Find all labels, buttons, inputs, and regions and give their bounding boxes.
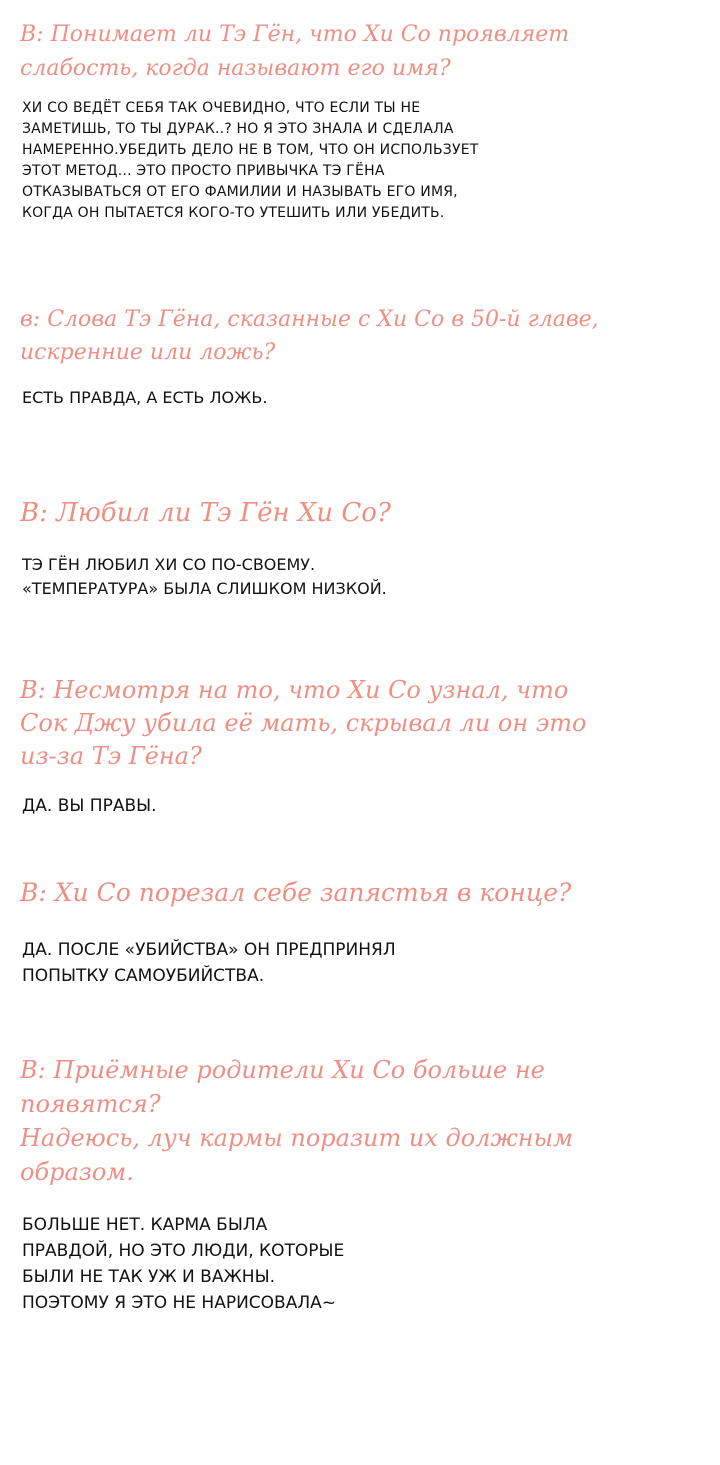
answer-text (22, 1212, 712, 1316)
question-line: искренние или ложь? (20, 340, 276, 365)
answer-line: ПОПЫТКУ САМОУБИЙСТВА. (22, 966, 265, 986)
question-line: Сок Джу убила её мать, скрывал ли он это (20, 709, 587, 737)
question-line: появятся? (20, 1090, 161, 1118)
answer-line: ДА. ВЫ ПРАВЫ. (22, 796, 157, 816)
answer-text (22, 553, 712, 601)
answer-line: КОГДА ОН ПЫТАЕТСЯ КОГО-ТО УТЕШИТЬ ИЛИ УБЕДИТЬ. (22, 205, 445, 221)
answer-line: ЗАМЕТИШЬ, ТО ТЫ ДУРАК..? НО Я ЭТО ЗНАЛА И СДЕЛАЛА (22, 121, 454, 137)
question-text (20, 674, 710, 773)
question-line: из-за Тэ Гёна? (20, 742, 202, 770)
answer-line: ПРАВДОЙ, НО ЭТО ЛЮДИ, КОТОРЫЕ (22, 1241, 345, 1261)
question-text (20, 1053, 710, 1189)
answer-text (22, 794, 712, 818)
answer-line: ОТКАЗЫВАТЬСЯ ОТ ЕГО ФАМИЛИИ И НАЗЫВАТЬ ЕГО ИМЯ, (22, 184, 458, 200)
answer-line: ЭТОТ МЕТОД... ЭТО ПРОСТО ПРИВЫЧКА ТЭ ГЁНА (22, 163, 385, 179)
question-line: В: Любил ли Тэ Гён Хи Со? (20, 498, 391, 528)
question-line: в: Слова Тэ Гёна, сказанные с Хи Со в 50-й главе, (20, 307, 599, 332)
question-line: В: Приёмные родители Хи Со больше не (20, 1056, 545, 1084)
question-line: слабость, когда называют его имя? (20, 56, 451, 81)
question-text (20, 303, 710, 369)
answer-line: «ТЕМПЕРАТУРА» БЫЛА СЛИШКОМ НИЗКОЙ. (22, 579, 387, 598)
question-line: Надеюсь, луч кармы поразит их должным (20, 1124, 573, 1152)
question-text (20, 875, 710, 911)
answer-line: ТЭ ГЁН ЛЮБИЛ ХИ СО ПО-СВОЕМУ. (22, 555, 316, 574)
answer-line: ХИ СО ВЕДЁТ СЕБЯ ТАК ОЧЕВИДНО, ЧТО ЕСЛИ ТЫ НЕ (22, 100, 421, 116)
question-line: В: Хи Со порезал себе запястья в конце? (20, 878, 572, 907)
question-line: В: Несмотря на то, что Хи Со узнал, что (20, 676, 569, 704)
answer-line: БЫЛИ НЕ ТАК УЖ И ВАЖНЫ. (22, 1267, 275, 1287)
answer-line: НАМЕРЕННО.УБЕДИТЬ ДЕЛО НЕ В ТОМ, ЧТО ОН ИСПОЛЬЗУЕТ (22, 142, 479, 158)
question-line: образом. (20, 1158, 134, 1186)
answer-line: ПОЭТОМУ Я ЭТО НЕ НАРИСОВАЛА~ (22, 1293, 336, 1313)
answer-text (22, 98, 712, 224)
answer-line: ЕСТЬ ПРАВДА, А ЕСТЬ ЛОЖЬ. (22, 388, 268, 407)
answer-line: БОЛЬШЕ НЕТ. КАРМА БЫЛА (22, 1215, 268, 1235)
question-line: В: Понимает ли Тэ Гён, что Хи Со проявляет (20, 22, 570, 47)
question-text (20, 18, 710, 86)
answer-text (22, 937, 712, 989)
answer-line: ДА. ПОСЛЕ «УБИЙСТВА» ОН ПРЕДПРИНЯЛ (22, 940, 396, 960)
answer-text (22, 386, 712, 410)
question-text (20, 494, 710, 532)
